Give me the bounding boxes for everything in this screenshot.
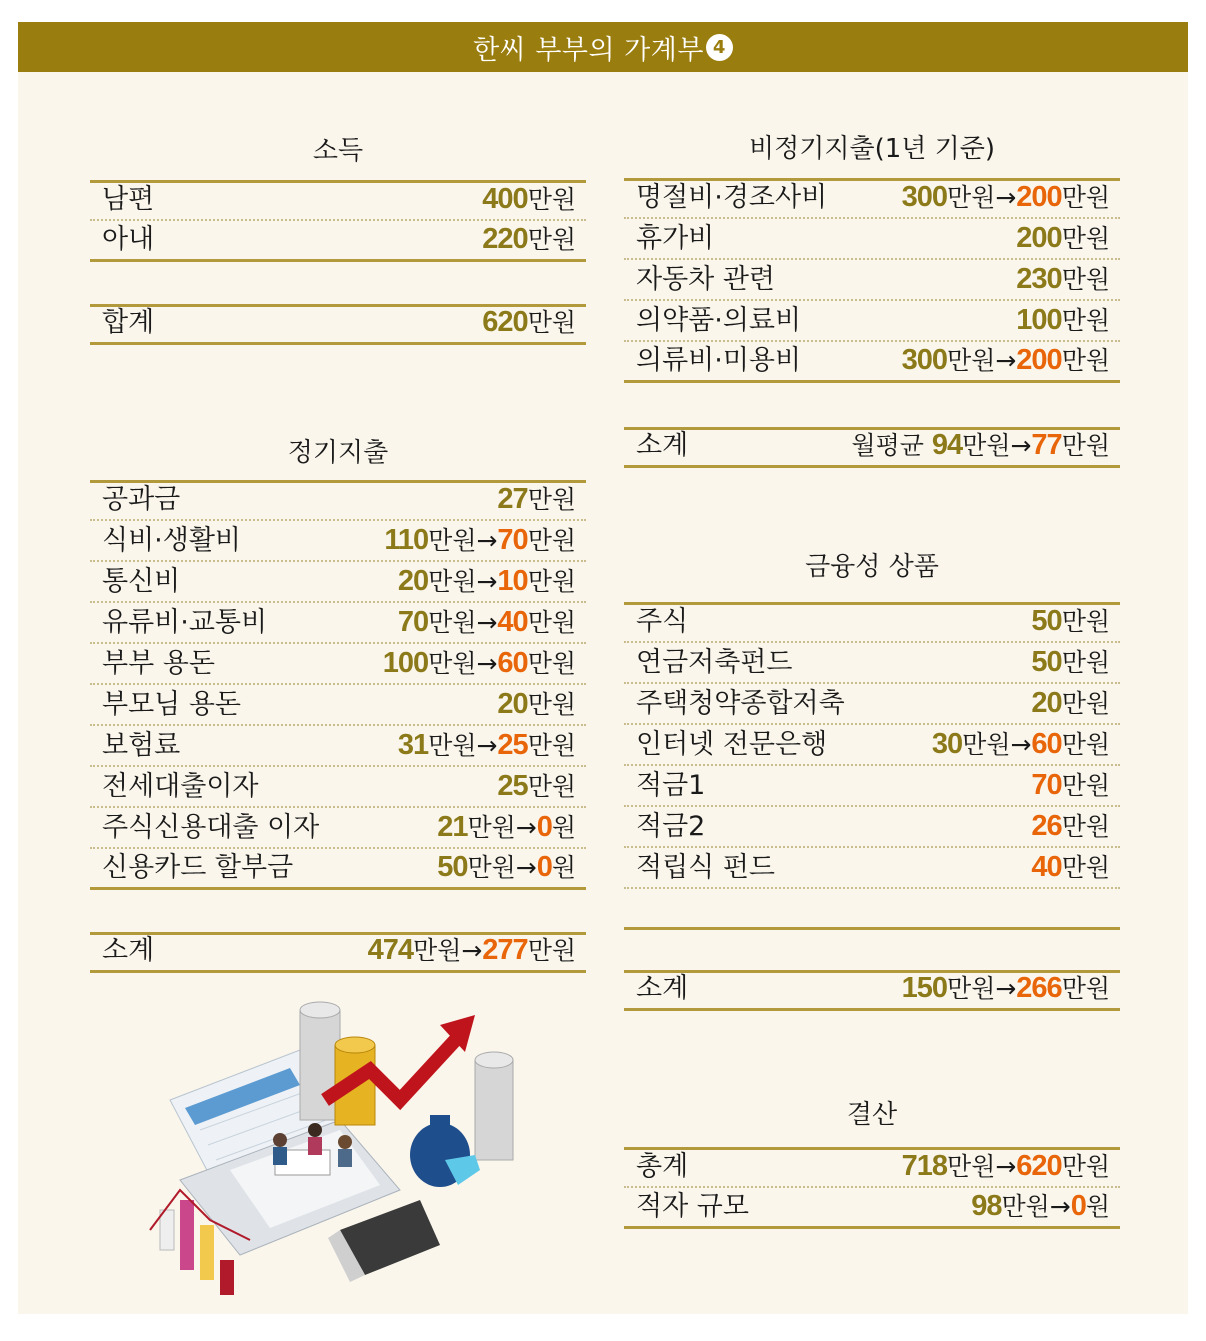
- table-row: [90, 644, 586, 685]
- row-label: 의류비·미용비: [636, 345, 802, 376]
- row-value: [482, 303, 576, 339]
- row-label: 부부 용돈: [102, 648, 215, 679]
- new-unit: 만원: [527, 936, 576, 965]
- income-total-table: [90, 304, 586, 345]
- old-unit: 만원→: [428, 608, 498, 637]
- row-value: [971, 1187, 1110, 1223]
- table-row: [624, 602, 1120, 643]
- old-unit: 만원→: [428, 567, 498, 596]
- row-value: [1031, 602, 1110, 638]
- new-amount: 266: [1016, 972, 1062, 1004]
- new-amount: 277: [482, 934, 528, 966]
- table-row: [90, 767, 586, 808]
- new-amount: 77: [1031, 429, 1062, 461]
- old-unit: 만원: [527, 225, 576, 254]
- old-unit: 만원: [1061, 224, 1110, 253]
- old-amount: 100: [1016, 304, 1062, 336]
- old-unit: 만원: [1061, 689, 1110, 718]
- old-amount: 100: [382, 647, 429, 679]
- old-unit: 만원→: [467, 813, 537, 842]
- row-value: [368, 931, 576, 967]
- table-row: [90, 726, 586, 767]
- page-title: 한씨 부부의 가계부: [473, 34, 704, 66]
- new-amount: 60: [497, 647, 528, 679]
- old-amount: 98: [971, 1190, 1002, 1222]
- old-amount: 50: [1031, 605, 1062, 637]
- old-amount: 300: [901, 344, 948, 376]
- row-label: 주식신용대출 이자: [102, 812, 320, 843]
- old-amount: 27: [497, 483, 528, 515]
- old-unit: 만원: [527, 485, 576, 514]
- row-value: [1016, 260, 1110, 296]
- row-value: [1031, 766, 1110, 802]
- financial-subtotal-table: [624, 970, 1120, 1011]
- table-row: [624, 178, 1120, 219]
- new-amount: 10: [497, 565, 528, 597]
- old-amount: 25: [497, 770, 528, 802]
- table-row: [90, 304, 586, 345]
- irregular-table: [624, 178, 1120, 383]
- old-unit: 만원: [1061, 265, 1110, 294]
- row-label: 신용카드 할부금: [102, 852, 294, 883]
- old-amount: 50: [437, 851, 468, 883]
- row-label: 인터넷 전문은행: [636, 729, 828, 760]
- new-amount: 200: [1016, 344, 1062, 376]
- old-unit: 만원: [527, 308, 576, 337]
- old-amount: 50: [1031, 646, 1062, 678]
- old-unit: 만원: [527, 185, 576, 214]
- new-unit: 만원: [1061, 771, 1110, 800]
- row-value: [1031, 684, 1110, 720]
- table-row: [90, 603, 586, 644]
- new-amount: 70: [1031, 769, 1062, 801]
- row-value: [398, 726, 576, 762]
- row-value: [1031, 848, 1110, 884]
- income-title: 소득: [312, 136, 364, 166]
- settlement-title: 결산: [846, 1100, 898, 1130]
- old-unit: 만원: [1061, 648, 1110, 677]
- row-label: 의약품·의료비: [636, 305, 802, 336]
- regular-table: [90, 480, 586, 890]
- old-unit: 만원: [1061, 607, 1110, 636]
- old-unit: 만원→: [1001, 1192, 1071, 1221]
- table-row: [624, 1188, 1120, 1229]
- old-unit: 만원→: [962, 730, 1032, 759]
- table-row: [624, 301, 1120, 342]
- old-amount: 20: [397, 565, 429, 597]
- old-amount: 21: [437, 811, 468, 843]
- financial-table: [624, 602, 1120, 930]
- new-unit: 만원: [1061, 812, 1110, 841]
- row-label: 휴가비: [636, 223, 715, 254]
- settlement-table: [624, 1147, 1120, 1229]
- old-amount: 110: [384, 524, 429, 556]
- old-amount: 20: [1031, 687, 1062, 719]
- right-column: [624, 72, 1120, 1314]
- row-label: 적금2: [636, 811, 706, 842]
- row-value: [482, 180, 576, 216]
- table-row: [624, 725, 1120, 766]
- old-unit: 만원→: [947, 1152, 1017, 1181]
- old-amount: 70: [397, 606, 429, 638]
- regular-title: 정기지출: [287, 438, 389, 468]
- old-amount: 718: [901, 1150, 948, 1182]
- row-value: [437, 808, 576, 844]
- row-value: [932, 725, 1110, 761]
- old-unit: 만원→: [413, 936, 483, 965]
- new-unit: 원: [551, 813, 576, 842]
- row-label: 주식: [636, 606, 689, 637]
- table-row: [90, 521, 586, 562]
- financial-title: 금융성 상품: [805, 552, 939, 582]
- new-unit: 만원: [527, 731, 576, 760]
- row-value: [902, 1147, 1110, 1183]
- new-amount: 0: [536, 851, 552, 883]
- row-label: 자동차 관련: [636, 264, 775, 295]
- old-unit: 만원: [527, 690, 576, 719]
- old-unit: 만원: [527, 772, 576, 801]
- old-amount: 31: [397, 729, 429, 761]
- row-value: [1031, 643, 1110, 679]
- row-label: 전세대출이자: [102, 771, 259, 802]
- row-value: [398, 603, 576, 639]
- new-amount: 200: [1016, 181, 1062, 213]
- table-row: [90, 849, 586, 890]
- row-value: [902, 178, 1110, 214]
- row-value: [384, 521, 576, 557]
- row-value: [1031, 807, 1110, 843]
- row-label: 소계: [636, 973, 689, 1004]
- irregular-title: 비정기지출(1년 기준): [748, 134, 996, 164]
- old-amount: 400: [482, 183, 528, 215]
- page-header: [18, 22, 1188, 72]
- table-row: [90, 221, 586, 262]
- old-unit: 만원→: [428, 649, 498, 678]
- row-value: [398, 562, 576, 598]
- row-value: [437, 848, 576, 884]
- table-row: [90, 480, 586, 521]
- table-row: [90, 685, 586, 726]
- new-unit: 원: [1085, 1192, 1110, 1221]
- row-value: [852, 426, 1111, 462]
- blank-row: [624, 889, 1120, 930]
- row-label: 적립식 펀드: [636, 852, 775, 883]
- new-unit: 만원: [1061, 974, 1110, 1003]
- new-unit: 만원: [1061, 431, 1110, 460]
- new-amount: 25: [497, 729, 528, 761]
- row-value: [497, 685, 576, 721]
- old-unit: 만원→: [428, 731, 498, 760]
- old-unit: 만원→: [947, 183, 1017, 212]
- table-row: [624, 970, 1120, 1011]
- table-row: [90, 808, 586, 849]
- old-unit: 만원→: [947, 974, 1017, 1003]
- old-unit: 만원→: [962, 431, 1032, 460]
- row-label: 남편: [102, 184, 155, 215]
- row-value: [383, 644, 576, 680]
- new-unit: 만원: [1061, 853, 1110, 882]
- table-row: [624, 643, 1120, 684]
- value-prefix: 월평균: [851, 431, 932, 460]
- table-row: [90, 562, 586, 603]
- row-label: 합계: [102, 307, 155, 338]
- row-label: 명절비·경조사비: [636, 182, 828, 213]
- table-row: [624, 260, 1120, 301]
- new-unit: 만원: [527, 649, 576, 678]
- table-row: [624, 219, 1120, 260]
- old-unit: 만원→: [467, 853, 537, 882]
- row-value: [497, 480, 576, 516]
- row-label: 아내: [102, 224, 155, 255]
- old-unit: 만원→: [428, 526, 498, 555]
- regular-subtotal-table: [90, 932, 586, 973]
- money-bag-icon: [410, 1115, 480, 1187]
- new-amount: 0: [1070, 1190, 1086, 1222]
- table-row: [624, 1147, 1120, 1188]
- row-label: 연금저축펀드: [636, 647, 793, 678]
- new-amount: 60: [1031, 728, 1062, 760]
- row-label: 공과금: [102, 484, 181, 515]
- old-amount: 94: [931, 429, 963, 461]
- episode-number-badge: 4: [706, 34, 733, 61]
- table-row: [624, 427, 1120, 468]
- row-label: 부모님 용돈: [102, 689, 241, 720]
- new-amount: 620: [1016, 1150, 1062, 1182]
- new-unit: 만원: [527, 567, 576, 596]
- row-label: 주택청약종합저축: [636, 688, 845, 719]
- table-row: [624, 848, 1120, 889]
- old-amount: 220: [482, 223, 528, 255]
- row-label: 소계: [102, 935, 155, 966]
- row-label: 총계: [636, 1151, 689, 1182]
- new-unit: 만원: [1061, 1152, 1110, 1181]
- new-unit: 원: [551, 853, 576, 882]
- old-amount: 20: [497, 688, 528, 720]
- table-row: [90, 180, 586, 221]
- old-amount: 300: [901, 181, 948, 213]
- new-unit: 만원: [1061, 730, 1110, 759]
- new-unit: 만원: [1061, 346, 1110, 375]
- row-value: [482, 220, 576, 256]
- old-amount: 474: [367, 934, 414, 966]
- table-row: [624, 342, 1120, 383]
- old-unit: 만원: [1061, 306, 1110, 335]
- row-label: 적자 규모: [636, 1191, 749, 1222]
- row-value: [1016, 301, 1110, 337]
- row-label: 보험료: [102, 730, 181, 761]
- row-value: [902, 341, 1110, 377]
- finance-illustration: [140, 990, 520, 1310]
- old-amount: 30: [931, 728, 963, 760]
- irregular-subtotal-table: [624, 427, 1120, 468]
- old-amount: 200: [1016, 222, 1062, 254]
- row-label: 소계: [636, 430, 689, 461]
- new-amount: 0: [536, 811, 552, 843]
- table-row: [624, 807, 1120, 848]
- new-unit: 만원: [527, 608, 576, 637]
- row-value: [497, 767, 576, 803]
- row-label: 식비·생활비: [102, 525, 241, 556]
- old-amount: 620: [482, 306, 528, 338]
- table-row: [624, 766, 1120, 807]
- row-label: 통신비: [102, 566, 181, 597]
- old-amount: 150: [901, 972, 948, 1004]
- old-unit: 만원→: [947, 346, 1017, 375]
- row-label: 유류비·교통비: [102, 607, 268, 638]
- row-value: [1016, 219, 1110, 255]
- new-unit: 만원: [1061, 183, 1110, 212]
- new-amount: 70: [497, 524, 528, 556]
- table-row: [624, 684, 1120, 725]
- old-amount: 230: [1016, 263, 1062, 295]
- row-label: 적금1: [636, 770, 706, 801]
- new-amount: 40: [497, 606, 528, 638]
- table-row: [90, 932, 586, 973]
- new-unit: 만원: [527, 526, 576, 555]
- row-value: [902, 969, 1110, 1005]
- new-amount: 40: [1031, 851, 1062, 883]
- new-amount: 26: [1031, 810, 1062, 842]
- income-table: [90, 180, 586, 262]
